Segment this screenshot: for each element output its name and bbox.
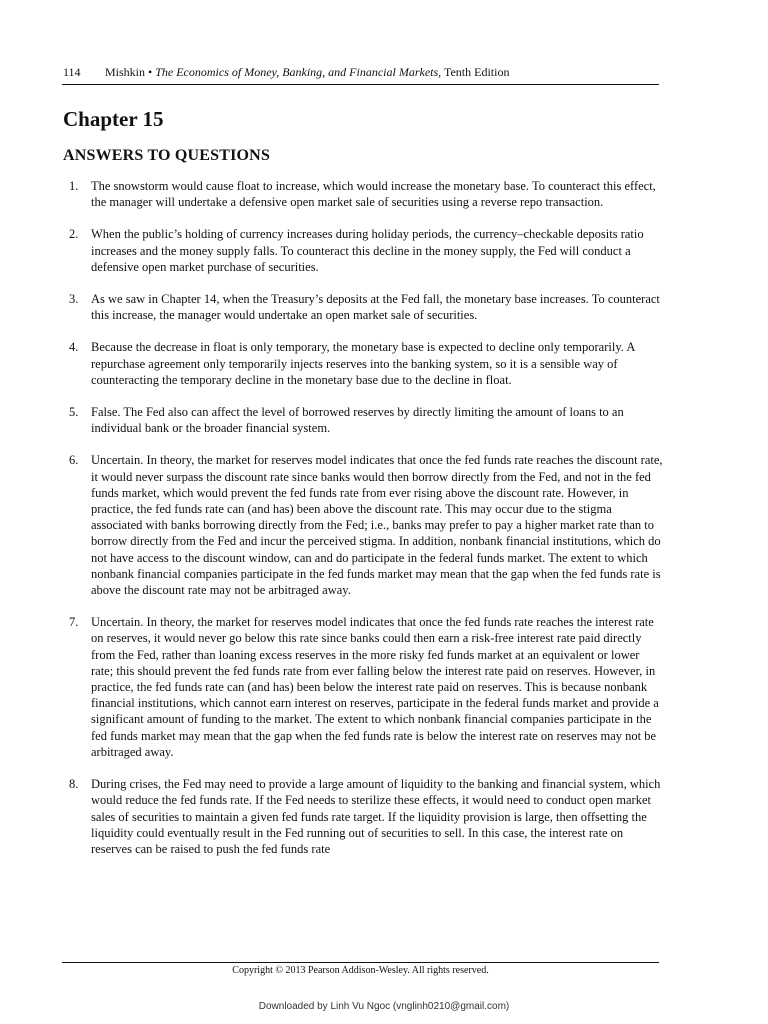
answer-item bbox=[63, 614, 663, 760]
header-edition: Tenth Edition bbox=[443, 65, 510, 79]
chapter-title: Chapter 15 bbox=[63, 107, 164, 131]
answer-text: The snowstorm would cause float to increase, which would increase the monetary base. To counteract this effect, the manager will undertake a defensive open market sale of securities using a reverse repo transaction. bbox=[91, 179, 656, 210]
answer-item bbox=[63, 291, 663, 323]
answer-text: As we saw in Chapter 14, when the Treasury’s deposits at the Fed fall, the monetary base increases. To counteract this increase, the manager would undertake an open market sale of securities. bbox=[91, 292, 660, 323]
header-book-title: The Economics of Money, Banking, and Financial Markets, bbox=[155, 65, 442, 79]
answer-text: Uncertain. In theory, the market for reserves model indicates that once the fed funds rate reaches the interest rate on reserves, it would never go below this rate since banks could then earn a risk-free interest rate paid directly from the Fed, rather than loaning excess reserves in the more risky fed funds market at an equivalent or lower rate; this should prevent the fed funds rate from ever falling below the interest rate paid on reserves. However, in practice, the fed funds rate can (and has) been below the interest rate paid on reserves. This is because nonbank financial institutions, which cannot earn interest on reserves, participate in the federal funds market and provide a significant amount of funding to the market. The extent to which nonbank financial companies participate in the fed funds market may mean that the gap when the fed funds rate is below the interest rate on reserves may not be arbitraged away. bbox=[91, 615, 659, 759]
answer-item bbox=[63, 452, 663, 598]
answer-number: 2. bbox=[69, 227, 79, 242]
answer-item bbox=[63, 776, 663, 857]
section-title: ANSWERS TO QUESTIONS bbox=[63, 147, 271, 164]
answer-number: 8. bbox=[69, 777, 79, 792]
header-bullet: • bbox=[148, 65, 153, 79]
header-divider bbox=[62, 84, 659, 85]
answer-text: Uncertain. In theory, the market for reserves model indicates that once the fed funds rate reaches the discount rate, it would never surpass the discount rate since banks would then borrow directly from the Fed, and not in the fed funds market, which would prevent the fed funds rate from ever rising above the discount rate. However, in practice, the fed funds rate can (and has) been above the discount rate. This may occur due to the stigma associated with banks borrowing directly from the Fed; i.e., banks may prefer to pay a higher market rate than to borrow directly from the Fed and incur the perceived stigma. In addition, nonbank financial institutions, which do not have access to the discount window, can and do participate in the federal funds market. The extent to which nonbank financial companies participate in the fed funds market may mean that the gap when the fed funds rate is above the discount rate may not be arbitraged away. bbox=[91, 453, 663, 598]
answer-number: 4. bbox=[69, 340, 79, 355]
answers-list bbox=[63, 178, 663, 873]
page-number: 114 bbox=[63, 65, 81, 79]
running-header bbox=[63, 64, 713, 80]
answer-text: Because the decrease in float is only temporary, the monetary base is expected to decline only temporarily. A repurchase agreement only temporarily injects reserves into the banking system, so it is a sensible way of counteracting the temporary decline in the monetary base due to the decline in float. bbox=[91, 340, 635, 387]
footer-divider bbox=[62, 962, 659, 963]
answer-number: 5. bbox=[69, 405, 79, 420]
answer-number: 6. bbox=[69, 453, 79, 468]
answer-item bbox=[63, 226, 663, 275]
answer-item bbox=[63, 339, 663, 388]
answer-item bbox=[63, 404, 663, 436]
download-attribution: Downloaded by Linh Vu Ngoc (vnglinh0210@gmail.com) bbox=[258, 1001, 510, 1012]
header-author: Mishkin bbox=[105, 65, 146, 79]
answer-text: False. The Fed also can affect the level of borrowed reserves by directly limiting the amount of loans to an individual bank or the broader financial system. bbox=[91, 405, 624, 436]
answer-number: 1. bbox=[69, 179, 79, 193]
answer-item bbox=[63, 178, 663, 210]
answer-number: 3. bbox=[69, 292, 79, 307]
answer-text: During crises, the Fed may need to provide a large amount of liquidity to the banking and financial system, which would reduce the fed funds rate. If the Fed needs to sterilize these effects, it would need to conduct open market sales of securities to maintain a given fed funds rate target. If the liquidity provision is large, then offsetting the liquidity could eventually result in the Fed running out of securities to sell. In this case, the interest rate on reserves can be raised to push the fed funds rate bbox=[91, 777, 661, 856]
answer-number: 7. bbox=[69, 615, 79, 630]
answer-text: When the public’s holding of currency increases during holiday periods, the currency–checkable deposits ratio increases and the money supply falls. To counteract this decline in the money supply, the Fed will conduct a defensive open market purchase of securities. bbox=[91, 227, 644, 274]
copyright-notice: Copyright © 2013 Pearson Addison-Wesley. All rights reserved. bbox=[232, 965, 489, 976]
